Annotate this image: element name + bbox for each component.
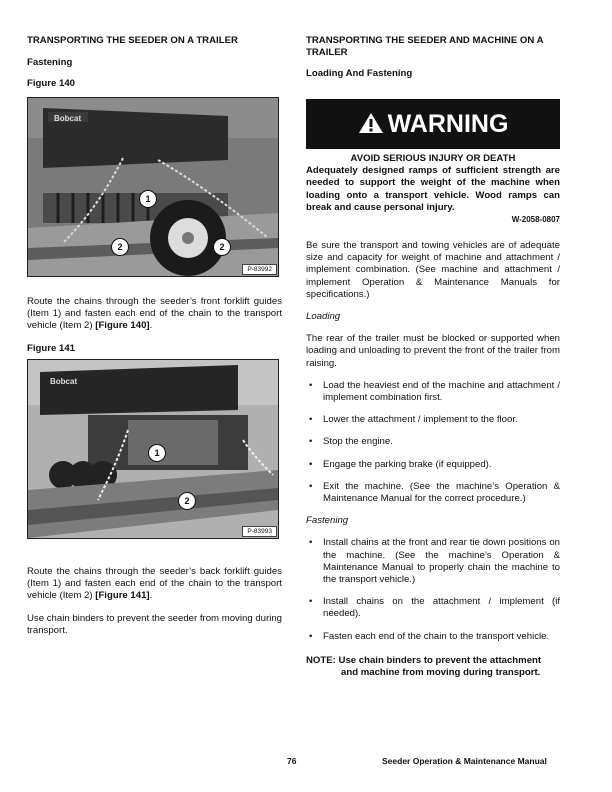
warning-label-row: [306, 110, 560, 138]
figure-140-part-number: P-83992: [242, 264, 277, 275]
paragraph: Route the chains through the seeder’s front forklift guides (Item 1) and fasten each end of the chain to the transport vehicle (Item 2) [Figure 140].: [27, 296, 282, 332]
warning-banner: [306, 99, 560, 149]
fastening-label: Fastening: [306, 515, 349, 527]
warning-code: W-2058-0807: [511, 215, 560, 225]
paragraph: Route the chains through the seeder’s back forklift guides (Item 1) and fasten each end of the chain to the transport vehicle (Item 2) [Figure 141].: [27, 566, 282, 602]
figure-141-label: Figure 141: [27, 342, 75, 354]
warning-text-block: [306, 153, 560, 226]
paragraph: Use chain binders to prevent the seeder from moving during transport.: [27, 612, 282, 636]
right-heading-block: [306, 35, 560, 80]
seeder-trailer-front-photo: [28, 98, 278, 276]
callout-2: 2: [178, 492, 196, 510]
section-heading: TRANSPORTING THE SEEDER AND MACHINE ON A TRAILER: [306, 35, 544, 58]
left-text-1: [27, 296, 282, 354]
list-item: • Lower the attachment / implement to the floor.: [309, 414, 518, 426]
list-item: • Install chains on the attachment / implement (if needed).: [309, 596, 560, 620]
fastening-bullet-list: [306, 537, 560, 642]
page-number: 76: [287, 756, 297, 766]
list-item: • Stop the engine.: [309, 436, 393, 448]
left-heading-block: [27, 35, 282, 90]
list-item: • Exit the machine. (See the machine’s Operation & Maintenance Manual for the correct procedure.): [309, 480, 560, 505]
figure-140-label: Figure 140: [27, 78, 75, 89]
section-heading: TRANSPORTING THE SEEDER ON A TRAILER: [27, 35, 238, 46]
paragraph: Be sure the transport and towing vehicles are of adequate size and capacity for weight of machine and attachment / implement combination. (See machine and attachment / implement Operation & Maintenance Manuals for specifications.): [306, 240, 560, 300]
section-subheading: Fastening: [27, 56, 73, 68]
svg-text:Bobcat: Bobcat: [54, 114, 82, 123]
callout-1: 1: [139, 190, 157, 208]
paragraph: The rear of the trailer must be blocked or supported when loading and unloading to prevent the front of the trailer from raising.: [306, 333, 560, 369]
list-item: • Fasten each end of the chain to the transport vehicle.: [309, 630, 550, 642]
right-body: [306, 240, 560, 679]
left-text-2: [27, 566, 282, 637]
list-item: • Install chains at the front and rear tie down positions on the machine. (See the machine’s Operation & Maintenance Manual to properly chain the machine to the transport vehicle.): [309, 537, 560, 586]
figure-141-part-number: P-83993: [242, 526, 277, 537]
warning-triangle-icon: [358, 112, 384, 134]
section-subheading: Loading And Fastening: [306, 68, 413, 79]
warning-text: Adequately designed ramps of sufficient strength are needed to support the weight of the machine when loading onto a transport vehicle. Wood ramps can break and cause personal injury.: [306, 165, 560, 213]
note: NOTE: Use chain binders to prevent the attachment and machine from moving during transport.: [306, 654, 542, 679]
warning-title: AVOID SERIOUS INJURY OR DEATH: [350, 153, 516, 164]
svg-text:Bobcat: Bobcat: [50, 377, 78, 386]
list-item: • Load the heaviest end of the machine and attachment / implement combination first.: [309, 379, 560, 404]
figure-140-photo: [27, 97, 279, 277]
figure-141-photo: [27, 359, 279, 539]
callout-2: 2: [213, 238, 231, 256]
list-item: • Engage the parking brake (if equipped).: [309, 458, 492, 470]
warning-label: WARNING: [387, 110, 509, 138]
loading-bullet-list: [306, 380, 560, 505]
callout-2: 2: [111, 238, 129, 256]
manual-title: Seeder Operation & Maintenance Manual: [382, 756, 547, 766]
loading-label: Loading: [306, 311, 341, 323]
callout-1: 1: [148, 444, 166, 462]
